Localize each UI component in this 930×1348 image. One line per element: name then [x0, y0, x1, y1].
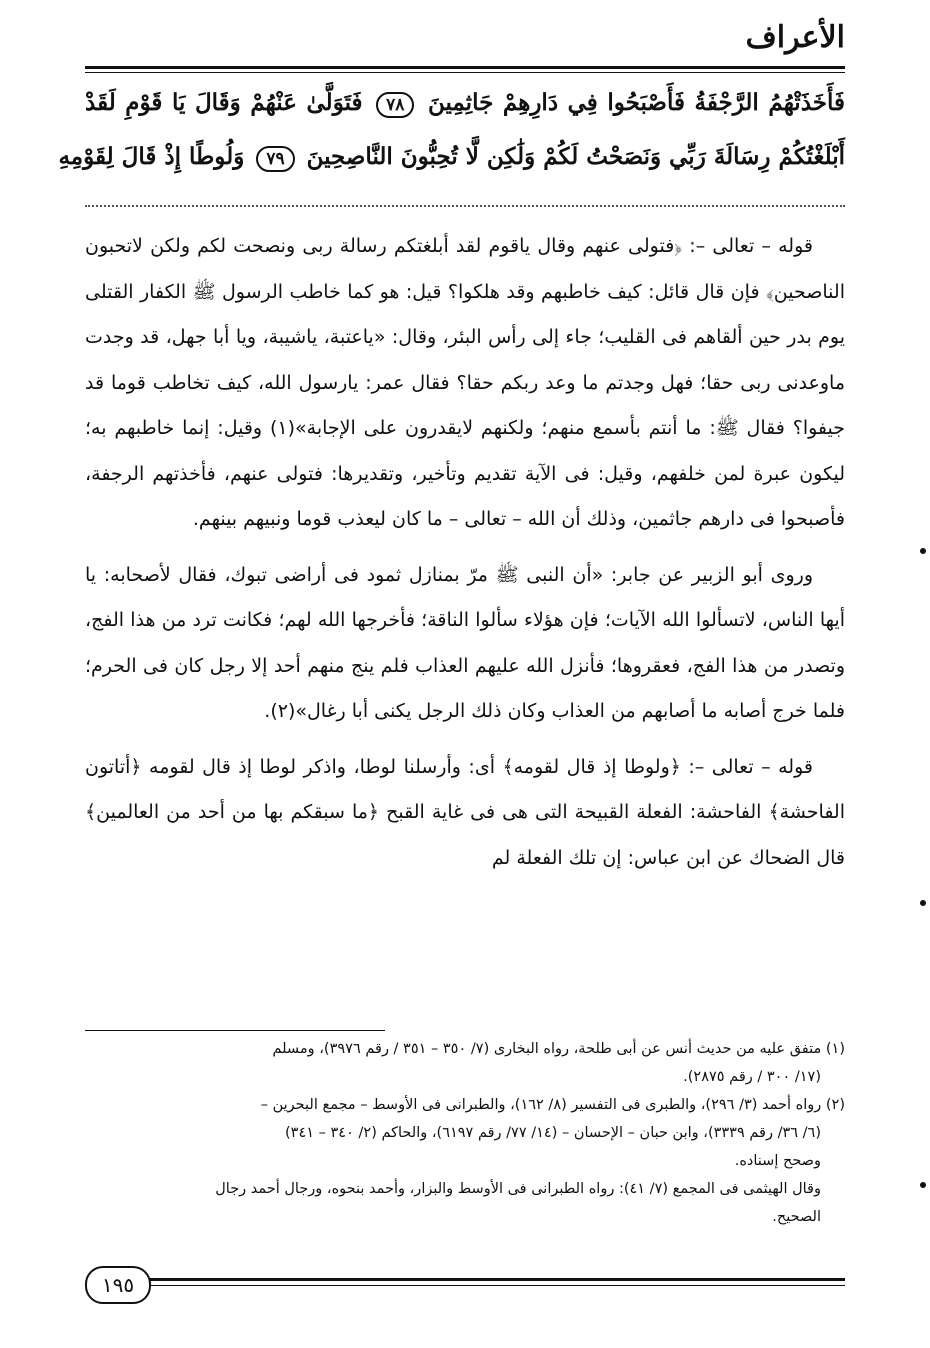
footnote-line: (٢) رواه أحمد (٣/ ٢٩٦)، والطبرى فى التفسير (٨/ ١٦٢)، والطبرانى فى الأوسط – مجمع البحرين – — [260, 1097, 845, 1113]
commentary-paragraph: قوله – تعالى –: ﴿ولوطا إذ قال لقومه﴾ أى: وأرسلنا لوطا، واذكر لوطا إذ قال لقومه ﴿أتاتون الفاحشة﴾ الفاحشة: الفعلة القبيحة التى هى فى غاية القبح ﴿ما سبقكم بها من أحد من العالمين﴾ قال الضحاك عن ابن عباس: إن تلك الفعلة لم — [85, 755, 845, 869]
margin-dot — [920, 1182, 926, 1188]
footer-rule-thin — [150, 1285, 845, 1286]
verse-text: فَأَخَذَتْهُمُ الرَّجْفَةُ فَأَصْبَحُوا فِي دَارِهِمْ جَاثِمِينَ — [427, 89, 845, 116]
footer-rule — [150, 1278, 845, 1281]
verse-text: أَبْلَغْتُكُمْ رِسَالَةَ رَبِّي وَنَصَحْتُ لَكُمْ وَلَٰكِن لَّا تُحِبُّونَ النَّاصِحِينَ — [306, 143, 845, 170]
verse-line — [58, 130, 845, 184]
verse-separator — [85, 205, 845, 207]
verse-text: وَلُوطًا إِذْ قَالَ لِقَوْمِهِ — [58, 143, 245, 170]
footnote-line: وصحح إسناده. — [734, 1153, 821, 1169]
header-rule — [85, 66, 845, 69]
ayah-number-marker: ٧٨ — [376, 92, 414, 118]
page-header — [85, 18, 845, 68]
surah-title: الأعراف — [745, 20, 845, 55]
quran-verses — [58, 76, 845, 184]
footnote-line: (١٧/ ٣٠٠ / رقم ٢٨٧٥). — [683, 1069, 821, 1085]
ayah-number-marker: ٧٩ — [256, 146, 294, 172]
header-rule-thin — [85, 72, 845, 73]
commentary-paragraph: وروى أبو الزبير عن جابر: «أن النبى ﷺ مرّ بمنازل ثمود فى أراضى تبوك، فقال لأصحابه: يا أيها الناس، لاتسألوا الله الآيات؛ فإن هؤلاء سألوا الناقة؛ فأخرجها الله لهم؛ فكانت ترد من هذا الفج، وتصدر من هذا الفج، فعقروها؛ فأنزل الله عليهم العذاب فلم ينج منهم أحد إلا رجل كان فى الحرم؛ فلما خرج أصابه ما أصابهم من العذاب وكان ذلك الرجل يكنى أبا رغال»(٢). — [85, 563, 845, 722]
footnote-line: (١) متفق عليه من حديث أنس عن أبى طلحة، رواه البخارى (٧/ ٣٥٠ – ٣٥١ / رقم ٣٩٧٦)، ومسلم — [272, 1041, 845, 1057]
verse-line — [85, 76, 845, 130]
footnote-line: الصحيح. — [772, 1209, 821, 1225]
margin-dot — [920, 548, 926, 554]
margin-dot — [920, 900, 926, 906]
commentary-body — [85, 224, 845, 881]
footnotes — [85, 1035, 845, 1231]
footnote-line: وقال الهيثمى فى المجمع (٧/ ٤١): رواه الطبرانى فى الأوسط والبزار، وأحمد بنحوه، ورجال أحمد رجال — [215, 1181, 821, 1197]
commentary-paragraph: قوله – تعالى –: ﴿فتولى عنهم وقال ياقوم لقد أبلغتكم رسالة ربى ونصحت لكم ولكن لاتحبون الناصحين﴾ فإن قال قائل: كيف خاطبهم وقد هلكوا؟ قيل: هو كما خاطب الرسول ﷺ الكفار القتلى يوم بدر حين ألقاهم فى القليب؛ جاء إلى رأس البئر، وقال: «ياعتبة، ياشيبة، ويا أبا جهل، قد وجدت ماوعدنى ربى حقا؛ فهل وجدتم ما وعد ربكم حقا؟ فقال عمر: يارسول الله، كيف تخاطب قوما قد جيفوا؟ فقال ﷺ: ما أنتم بأسمع منهم؛ ولكنهم لايقدرون على الإجابة»(١) وقيل: إنما خاطبهم به؛ ليكون عبرة لمن خلفهم، وقيل: فى الآية تقديم وتأخير، وتقديرها: فتولى عنهم، فأخذتهم الرجفة، فأصبحوا فى دارهم جاثمين، وذلك أن الله – تعالى – ما كان ليعذب قوما ونبيهم بينهم. — [85, 235, 846, 530]
footnote-line: (٦/ ٣٦/ رقم ٣٣٣٩)، وابن حبان – الإحسان – (١٤/ ٧٧/ رقم ٦١٩٧)، والحاكم (٢/ ٣٤٠ – ٣٤١) — [285, 1125, 821, 1141]
footnote-separator — [85, 1030, 385, 1031]
page-number: ١٩٥ — [85, 1266, 151, 1304]
verse-text: فَتَوَلَّىٰ عَنْهُمْ وَقَالَ يَا قَوْمِ لَقَدْ — [85, 89, 363, 116]
